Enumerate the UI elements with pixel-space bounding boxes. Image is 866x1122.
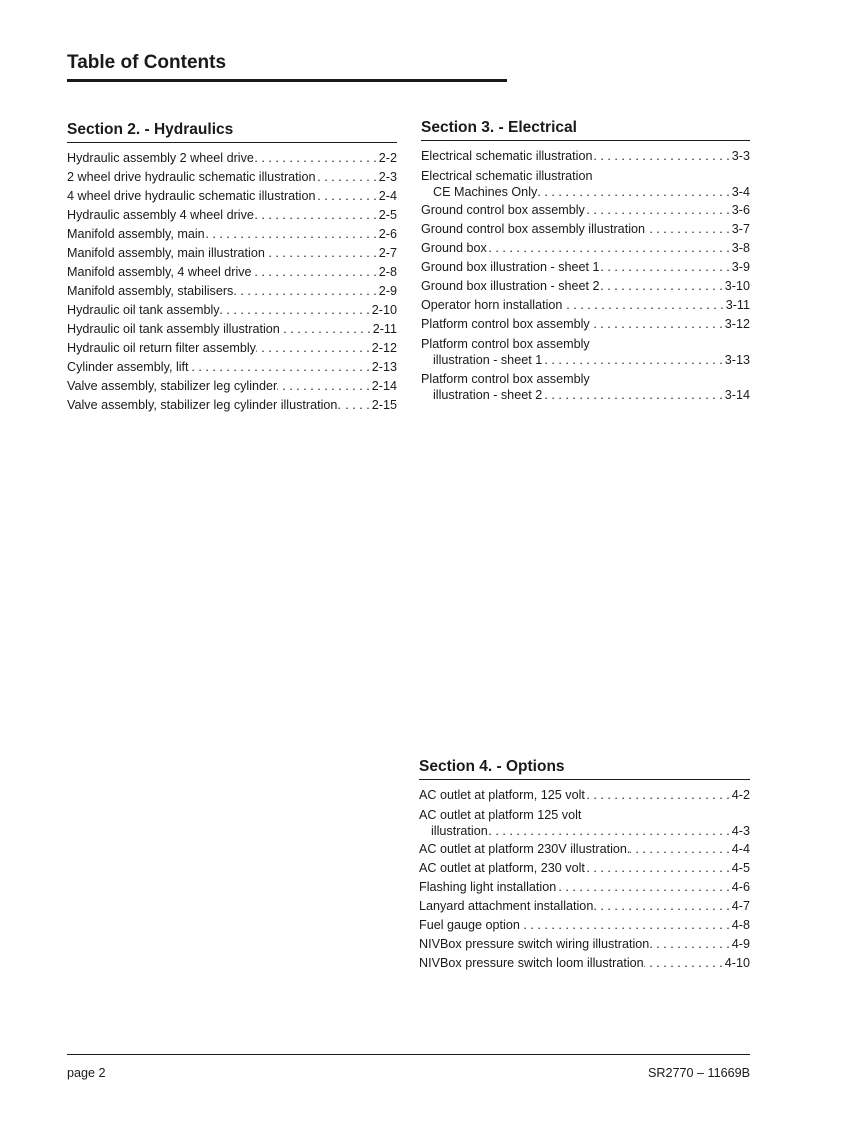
toc-entry[interactable] (421, 220, 750, 239)
toc-entry-title: AC outlet at platform, 125 volt (419, 788, 585, 802)
toc-entry-title: Fuel gauge option (419, 918, 520, 932)
toc-entry[interactable] (67, 301, 397, 320)
toc-entry-title: AC outlet at platform, 230 volt (419, 861, 585, 875)
toc-entry-title: Valve assembly, stabilizer leg cylinder (67, 379, 278, 393)
toc-entry-page: 2-11 (372, 322, 397, 336)
toc-entry-page: 4-4 (731, 842, 750, 856)
toc-entry[interactable] (421, 258, 750, 277)
section-options (419, 758, 750, 973)
dot-leader (600, 258, 732, 277)
toc-entry-title: Ground box (421, 241, 487, 255)
toc-entry-page: 3-11 (725, 298, 750, 312)
toc-entry-page: 3-10 (724, 279, 750, 293)
toc-entry[interactable] (67, 225, 397, 244)
toc-entry[interactable] (67, 263, 397, 282)
toc-entry-page: 2-9 (378, 284, 397, 298)
toc-entry-page: 4-6 (731, 880, 750, 894)
toc-entry-page: 2-3 (378, 170, 397, 184)
toc-entry-title: Platform control box assembly (421, 317, 590, 331)
toc-entry-title: Ground box illustration - sheet 2 (421, 279, 600, 293)
dot-leader (254, 206, 379, 225)
toc-entry-page: 2-13 (371, 360, 397, 374)
toc-entry-title: Hydraulic oil return filter assembly (67, 341, 256, 355)
toc-entry-title: Electrical schematic illustration (421, 169, 593, 183)
page-number: page 2 (67, 1066, 106, 1080)
toc-entry[interactable] (67, 244, 397, 263)
toc-entry[interactable] (421, 239, 750, 258)
dot-leader (585, 859, 732, 878)
toc-entry-title: Cylinder assembly, lift (67, 360, 189, 374)
dot-leader (280, 320, 373, 339)
toc-entry-page: 3-9 (731, 260, 750, 274)
toc-entry-page: 2-5 (378, 208, 397, 222)
dot-leader (316, 187, 379, 206)
toc-entry[interactable] (421, 336, 750, 369)
toc-entry[interactable] (419, 897, 750, 916)
toc-entry-page: 2-7 (378, 246, 397, 260)
title-underline (67, 79, 507, 82)
dot-leader (592, 147, 731, 166)
toc-entry-title: CE Machines Only (433, 185, 538, 199)
toc-entry[interactable] (67, 187, 397, 206)
section-heading: Section 2. - Hydraulics (67, 121, 397, 143)
toc-entry-page: 4-9 (731, 937, 750, 951)
toc-entry[interactable] (421, 315, 750, 334)
toc-entry-page: 3-6 (731, 203, 750, 217)
toc-entry-title: Lanyard attachment installation (419, 899, 594, 913)
section-electrical (421, 119, 750, 404)
toc-entry[interactable] (67, 396, 397, 415)
toc-entry-title: Hydraulic assembly 2 wheel drive (67, 151, 254, 165)
toc-entry-title: Manifold assembly, main (67, 227, 205, 241)
section-heading: Section 3. - Electrical (421, 119, 750, 141)
toc-entry[interactable] (421, 168, 750, 201)
toc-entry-title: Valve assembly, stabilizer leg cylinder illustration. (67, 398, 341, 412)
dot-leader (189, 358, 372, 377)
toc-entry[interactable] (67, 320, 397, 339)
dot-leader (256, 339, 372, 358)
toc-entry-title: Manifold assembly, stabilisers (67, 284, 234, 298)
toc-entry-page: 3-12 (724, 317, 750, 331)
toc-entry[interactable] (67, 282, 397, 301)
toc-entry-page: 2-6 (378, 227, 397, 241)
document-code: SR2770 – 11669B (648, 1066, 750, 1080)
toc-entry-page: 4-5 (731, 861, 750, 875)
toc-entry-page: 3-13 (724, 353, 750, 367)
toc-entry[interactable] (419, 807, 750, 840)
dot-leader (277, 377, 372, 396)
toc-entry-page: 2-10 (371, 303, 397, 317)
toc-entry-title: 4 wheel drive hydraulic schematic illustration (67, 189, 316, 203)
toc-entry-page: 2-12 (371, 341, 397, 355)
toc-entry[interactable] (67, 168, 397, 187)
dot-leader (265, 244, 379, 263)
dot-leader (644, 954, 725, 973)
toc-entry-title: illustration - sheet 2 (433, 388, 543, 402)
toc-entry-title: Operator horn installation (421, 298, 563, 312)
toc-entry-title: NIVBox pressure switch loom illustration (419, 956, 644, 970)
toc-entry[interactable] (419, 786, 750, 805)
toc-entry[interactable] (421, 147, 750, 166)
toc-entry-page: 4-2 (731, 788, 750, 802)
dot-leader (537, 184, 732, 201)
dot-leader (488, 823, 732, 840)
toc-entry[interactable] (421, 277, 750, 296)
toc-entry-page: 3-14 (724, 388, 750, 402)
toc-entry[interactable] (421, 296, 750, 315)
dot-leader (487, 239, 732, 258)
toc-entry-title: Manifold assembly, 4 wheel drive (67, 265, 252, 279)
toc-entry[interactable] (421, 371, 750, 404)
toc-entry-page: 3-4 (731, 185, 750, 199)
toc-entry-title: illustration - sheet 1 (433, 353, 543, 367)
toc-entry-title: Platform control box assembly (421, 372, 590, 386)
toc-entry-title: Ground control box assembly illustration (421, 222, 645, 236)
toc-entry-title: AC outlet at platform 230V illustration. (419, 842, 631, 856)
dot-leader (542, 387, 725, 404)
toc-entry[interactable] (421, 201, 750, 220)
dot-leader (341, 396, 372, 415)
toc-entry-page: 2-14 (371, 379, 397, 393)
toc-entry-page: 4-7 (731, 899, 750, 913)
toc-entry-page: 2-2 (378, 151, 397, 165)
toc-entry-title: Hydraulic assembly 4 wheel drive (67, 208, 254, 222)
dot-leader (590, 315, 725, 334)
toc-entry[interactable] (67, 377, 397, 396)
toc-entry-title: Manifold assembly, main illustration (67, 246, 265, 260)
toc-entry-page: 3-7 (731, 222, 750, 236)
toc-entry[interactable] (419, 859, 750, 878)
toc-entry-page: 2-4 (378, 189, 397, 203)
toc-entry-page: 4-10 (724, 956, 750, 970)
dot-leader (600, 277, 725, 296)
toc-entry-title: Platform control box assembly (421, 337, 590, 351)
dot-leader (585, 786, 732, 805)
toc-entry-title: AC outlet at platform 125 volt (419, 808, 582, 822)
toc-entry-page: 2-8 (378, 265, 397, 279)
toc-entry[interactable] (419, 954, 750, 973)
toc-entry-title: NIVBox pressure switch wiring illustration (419, 937, 650, 951)
toc-entry-title: Hydraulic oil tank assembly illustration (67, 322, 280, 336)
toc-entry-title: illustration (431, 824, 488, 838)
toc-entry-page: 2-15 (371, 398, 397, 412)
toc-entry-page: 3-3 (731, 149, 750, 163)
dot-leader (205, 225, 379, 244)
dot-leader (630, 840, 731, 859)
dot-leader (520, 916, 732, 935)
dot-leader (593, 897, 731, 916)
toc-entry-page: 4-8 (731, 918, 750, 932)
toc-entry-page: 4-3 (731, 824, 750, 838)
dot-leader (233, 282, 378, 301)
section-heading: Section 4. - Options (419, 758, 750, 780)
toc-entry[interactable] (419, 878, 750, 897)
toc-entry[interactable] (67, 358, 397, 377)
dot-leader (252, 263, 379, 282)
footer-rule (67, 1054, 750, 1055)
toc-entry-title: 2 wheel drive hydraulic schematic illustration (67, 170, 316, 184)
toc-entry[interactable] (419, 840, 750, 859)
dot-leader (562, 296, 725, 315)
page-title: Table of Contents (67, 52, 227, 73)
toc-entry-title: Electrical schematic illustration (421, 149, 593, 163)
toc-entry-title: Ground control box assembly (421, 203, 585, 217)
toc-entry[interactable] (67, 149, 397, 168)
dot-leader (254, 149, 379, 168)
dot-leader (316, 168, 379, 187)
dot-leader (556, 878, 732, 897)
dot-leader (585, 201, 732, 220)
toc-entry[interactable] (419, 916, 750, 935)
dot-leader (649, 935, 732, 954)
toc-entry-title: Ground box illustration - sheet 1 (421, 260, 600, 274)
toc-entry[interactable] (67, 339, 397, 358)
toc-entry-page: 3-8 (731, 241, 750, 255)
dot-leader (542, 352, 725, 369)
section-hydraulics (67, 121, 397, 415)
toc-entry-title: Hydraulic oil tank assembly (67, 303, 220, 317)
dot-leader (220, 301, 372, 320)
toc-entry[interactable] (419, 935, 750, 954)
toc-entry-title: Flashing light installation (419, 880, 557, 894)
toc-entry[interactable] (67, 206, 397, 225)
dot-leader (645, 220, 732, 239)
